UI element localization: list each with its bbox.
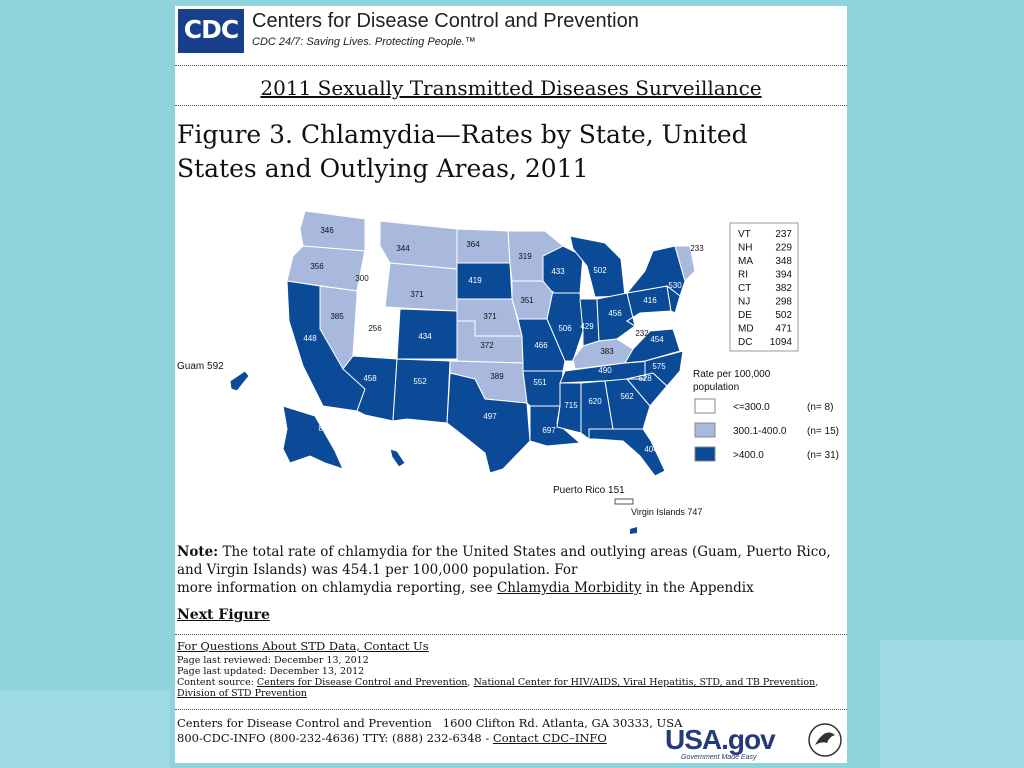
note-text2: more information on chlamydia reporting, see	[177, 580, 497, 596]
cdc-logo-text: CDC	[183, 15, 239, 44]
state-value-label-mt: 344	[396, 244, 410, 253]
cdc-link[interactable]: Centers for Disease Control and Prevention	[256, 677, 468, 688]
state-value-label-ga: 562	[620, 392, 634, 401]
state-value-label-la: 697	[542, 426, 556, 435]
territory-puerto-rico	[615, 499, 633, 504]
content-source-label: Content source:	[177, 677, 257, 688]
ne-table-value: 237	[775, 229, 792, 240]
tagline: CDC 24/7: Saving Lives. Protecting People.™	[252, 36, 476, 48]
ne-table-value: 229	[775, 242, 792, 254]
contact-cdc-info-link[interactable]: Contact CDC–INFO	[492, 731, 607, 745]
state-value-label-wi: 433	[551, 267, 565, 276]
state-value-label-va: 454	[650, 335, 664, 344]
state-WY	[385, 263, 457, 311]
ne-table-value: 382	[775, 283, 792, 294]
cdc-logo[interactable]	[178, 9, 244, 53]
state-value-label-mn: 319	[518, 252, 532, 261]
state-value-label-ks: 372	[480, 341, 494, 350]
state-MT	[380, 221, 457, 269]
state-value-label-ne: 371	[483, 312, 497, 321]
ne-table-state: MA	[738, 256, 753, 267]
virgin-islands-label: Virgin Islands 747	[631, 507, 703, 517]
ne-table-state: DC	[738, 337, 753, 348]
state-value-label-ny: 530	[668, 281, 682, 290]
footer-phone-text: 800-CDC-INFO (800-232-4636) TTY: (888) 232-6348 -	[177, 731, 493, 745]
state-value-label-or: 356	[310, 262, 324, 271]
state-AR	[523, 371, 563, 406]
territory-virgin-islands	[630, 527, 637, 534]
state-value-label-ar: 551	[533, 378, 547, 387]
state-value-label-fl: 404	[644, 445, 658, 454]
state-value-label-ms: 715	[564, 401, 578, 410]
divider	[175, 709, 847, 710]
state-AK	[283, 406, 343, 469]
usagov-logo-sub: Government Made Easy	[681, 754, 757, 761]
state-value-label-wy: 371	[410, 290, 424, 299]
legend-swatch	[695, 423, 715, 437]
state-value-label-wv: 232	[635, 329, 649, 338]
state-value-label-az: 458	[363, 374, 377, 383]
state-value-label-nm: 552	[413, 377, 427, 386]
state-value-label-me: 233	[690, 244, 704, 253]
usagov-logo-text: USA.gov	[665, 724, 775, 755]
chlamydia-rate-map	[175, 201, 847, 546]
ne-table-state: NJ	[738, 296, 751, 308]
legend	[693, 369, 839, 461]
puerto-rico-label: Puerto Rico 151	[553, 485, 625, 496]
state-value-label-nv: 385	[330, 312, 344, 321]
divider	[175, 634, 847, 635]
state-value-label-ok: 389	[490, 372, 504, 381]
ne-table-state: RI	[738, 269, 748, 281]
ne-table-value: 298	[775, 296, 792, 308]
nchhstp-link[interactable]: National Center for HIV/AIDS, Viral Hepatitis, STD, and TB Prevention	[473, 677, 816, 688]
state-value-label-ca: 448	[303, 334, 317, 343]
page	[175, 6, 847, 763]
legend-label: 300.1-400.0	[733, 426, 787, 437]
state-value-label-oh: 456	[608, 309, 622, 318]
state-NM	[393, 359, 450, 423]
ne-table-value: 1094	[769, 337, 792, 348]
state-value-label-ia: 351	[520, 296, 534, 305]
state-value-label-il: 506	[558, 324, 572, 333]
figure-title-line1: Figure 3. Chlamydia—Rates by State, United	[177, 120, 748, 149]
figure-title	[177, 118, 837, 186]
state-HI	[390, 449, 405, 467]
divider	[175, 105, 847, 106]
legend-count: (n= 8)	[807, 402, 834, 413]
state-value-label-nd: 364	[466, 240, 480, 249]
ne-table-state: MD	[738, 323, 754, 335]
state-value-label-tn: 490	[598, 366, 612, 375]
state-value-label-ky: 383	[600, 347, 614, 356]
legend-swatch	[695, 399, 715, 413]
state-value-label-nc: 575	[652, 362, 666, 371]
divider	[175, 65, 847, 66]
note-label: Note:	[177, 544, 219, 560]
ne-table-state: CT	[738, 283, 752, 294]
state-value-label-sd: 419	[468, 276, 482, 285]
state-SD	[457, 263, 512, 299]
state-value-label-ak: 808	[318, 424, 332, 433]
hhs-eagle-icon[interactable]	[807, 721, 843, 759]
state-value-label-sc: 628	[638, 374, 652, 383]
legend-count: (n= 15)	[807, 426, 839, 437]
note-text3: in the Appendix	[641, 580, 754, 596]
ne-table-value: 348	[775, 256, 792, 267]
chlamydia-morbidity-link[interactable]: Chlamydia Morbidity	[496, 580, 642, 596]
usagov-logo[interactable]	[665, 724, 785, 760]
sep: ,	[815, 677, 819, 688]
org-name[interactable]: Centers for Disease Control and Prevention	[252, 10, 639, 32]
state-value-label-mi: 502	[593, 266, 607, 275]
state-value-label-tx: 497	[483, 412, 497, 421]
page-reviewed: Page last reviewed: December 13, 2012	[177, 655, 369, 666]
state-value-label-ut: 256	[368, 324, 382, 333]
state-value-label-co: 434	[418, 332, 432, 341]
state-value-label-id: 300	[355, 274, 369, 283]
division-std-link[interactable]: Division of STD Prevention	[177, 688, 307, 699]
contact-us-link[interactable]: For Questions About STD Data, Contact Us	[177, 639, 429, 653]
legend-title-1: Rate per 100,000	[693, 369, 771, 380]
page-updated: Page last updated: December 13, 2012	[177, 666, 365, 677]
footer-address: Centers for Disease Control and Prevention 1600 Clifton Rd. Atlanta, GA 30333, USA	[177, 716, 683, 730]
state-ND	[457, 229, 510, 263]
ne-table-value: 471	[775, 323, 792, 335]
note-text1: The total rate of chlamydia for the United States and outlying areas (Guam, Puerto Rico, and Virgin Islands) was 454.1 per 100,000 population. For	[177, 544, 831, 578]
legend-label: >400.0	[733, 450, 764, 461]
ne-table-value: 502	[775, 310, 792, 321]
legend-label: <=300.0	[733, 402, 770, 413]
report-title: 2011 Sexually Transmitted Diseases Surveillance	[260, 76, 762, 100]
ne-table-state: NH	[738, 242, 753, 254]
ne-table-state: DE	[738, 310, 752, 321]
figure-title-line2: States and Outlying Areas, 2011	[177, 154, 589, 183]
content-source	[177, 677, 837, 699]
sep: ,	[467, 677, 474, 688]
state-value-label-mo: 466	[534, 341, 548, 350]
territory-guam	[230, 371, 249, 391]
ne-table-value: 394	[775, 269, 792, 281]
legend-count: (n= 31)	[807, 450, 839, 461]
state-value-label-al: 620	[588, 397, 602, 406]
state-value-label-hi: 441	[426, 442, 440, 451]
footer-phone	[177, 731, 607, 745]
legend-title-2: population	[693, 382, 740, 393]
next-figure-link[interactable]: Next Figure	[177, 607, 270, 623]
guam-label: Guam 592	[177, 361, 224, 372]
legend-swatch	[695, 447, 715, 461]
state-value-label-wa: 346	[320, 226, 334, 235]
state-value-label-pa: 416	[643, 296, 657, 305]
state-value-label-in: 429	[580, 322, 594, 331]
note	[177, 543, 842, 597]
ne-table-state: VT	[738, 229, 751, 240]
